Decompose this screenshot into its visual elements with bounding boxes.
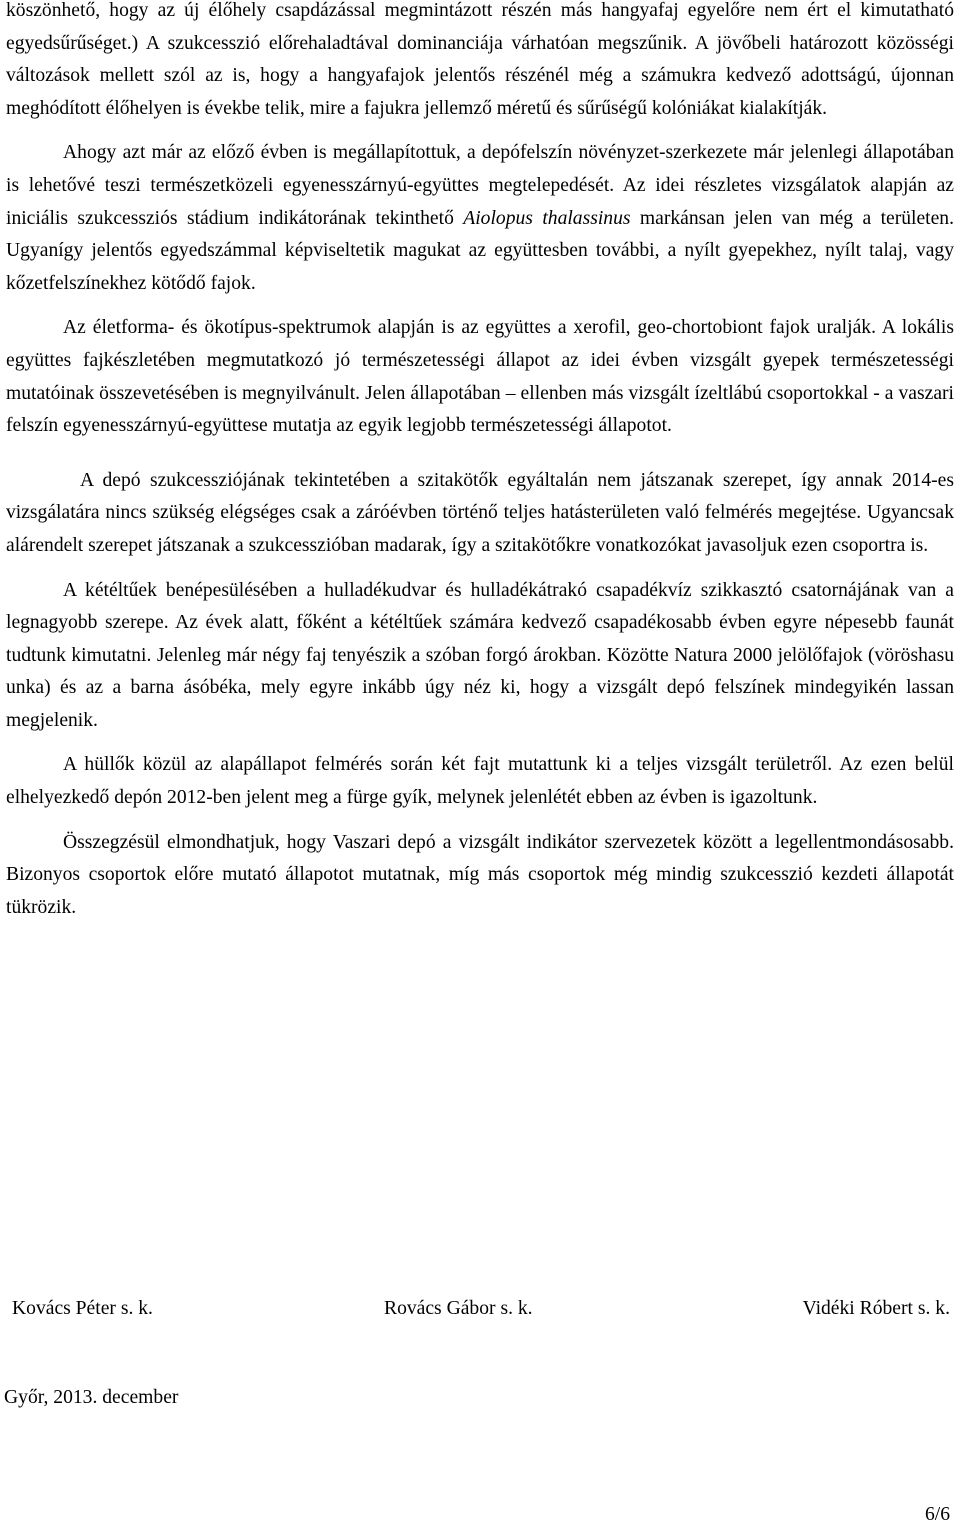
paragraph-5: A kétéltűek benépesülésében a hulladékudvar és hulladékátrakó csapadékvíz szikkasztó csatornájának van a legnagyobb szerepe. Az évek alatt, főként a kétéltűek számára kedvező csapadékosabb évben egyre népesebb faunát tudtunk kimutatni. Jelenleg már négy faj tenyészik a szóban forgó árokban. Közötte Natura 2000 jelölőfajok (vöröshasu unka) és az a barna ásóbéka, mely egyre inkább úgy néz ki, hogy a vizsgált depó felszínek mindegyikén lassan megjelenik. <box>6 579 954 731</box>
paragraph-6: A hüllők közül az alapállapot felmérés során két fajt mutattunk ki a teljes vizsgált területről. Az ezen belül elhelyezkedő depón 2012-ben jelent meg a fürge gyík, melynek jelenlétét ebben az évben is igazoltunk. <box>6 754 954 809</box>
species-name: Aiolopus thalassinus <box>463 207 631 229</box>
signature-2: Rovács Gábor s. k. <box>384 1298 533 1319</box>
signature-1: Kovács Péter s. k. <box>12 1298 153 1319</box>
paragraph-3: Az életforma- és ökotípus-spektrumok alapján is az együttes a xerofil, geo-chortobiont fajok uralják. A lokális együttes fajkészletében megmutatkozó jó természetességi állapot az idei évben vizsgált gyepek természetességi mutatóinak összevetésében is megnyilvánult. Jelen állapotában – ellenben más vizsgált ízeltlábú csoportokkal - a vaszari felszín egyenesszárnyú-együttese mutatja az egyik legjobb természetességi állapotot. <box>6 317 954 437</box>
paragraph-2-text-after: markánsan jelen van még a területen. Ugyanígy jelentős egyedszámmal képviseltetik magukat az együttesben további, a nyílt gyepekhez, nyílt talaj, vagy kőzetfelszínekhez kötődő fajok. <box>6 207 955 294</box>
paragraph-2-text-before: Ahogy azt már az előző évben is megállapítottuk, a depófelszín növényzet-szerkezete már jelenlegi állapotában is lehetővé teszi természetközeli egyenesszárnyú-együttes megtelepedését. Az idei részletes vizsgálatok alapján az iniciális szukcessziós stádium indikátorának tekinthető <box>6 142 954 229</box>
paragraph-4: A depó szukcessziójának tekintetében a szitakötők egyáltalán nem játszanak szerepet, így annak 2014-es vizsgálatára nincs szükség elégséges csak a záróévben történő teljes hatásterületen való felmérés megejtése. Ugyancsak alárendelt szerepet játszanak a szukcesszióban madarak, így a szitakötőkre vonatkozókat javasoljuk ezen csoportra is. <box>6 469 954 556</box>
paragraph-1: köszönhető, hogy az új élőhely csapdázással megmintázott részén más hangyafaj egyelőre nem ért el kimutatható egyedsűrűséget.) A szukcesszió előrehaladtával dominanciája várhatóan megszűnik. A jövőbeli határozott közösségi változások mellett szól az is, hogy a hangyafajok jelentős részénél még a számukra kedvező adottságú, újonnan meghódított élőhelyen is évekbe telik, mire a fajukra jellemző méretű és sűrűségű kolóniákat kialakítják. <box>6 0 954 119</box>
signature-3: Vidéki Róbert s. k. <box>802 1298 950 1319</box>
paragraph-7: Összegzésül elmondhatjuk, hogy Vaszari depó a vizsgált indikátor szervezetek között a legellentmondásosabb. Bizonyos csoportok előre mutató állapotot mutatnak, míg más csoportok még mindig szukcesszió kezdeti állapotát tükrözik. <box>6 831 954 918</box>
paragraph-2 <box>6 137 954 300</box>
page-number: 6/6 <box>924 1504 950 1525</box>
body-text <box>6 0 954 924</box>
place-date: Győr, 2013. december <box>4 1387 179 1408</box>
